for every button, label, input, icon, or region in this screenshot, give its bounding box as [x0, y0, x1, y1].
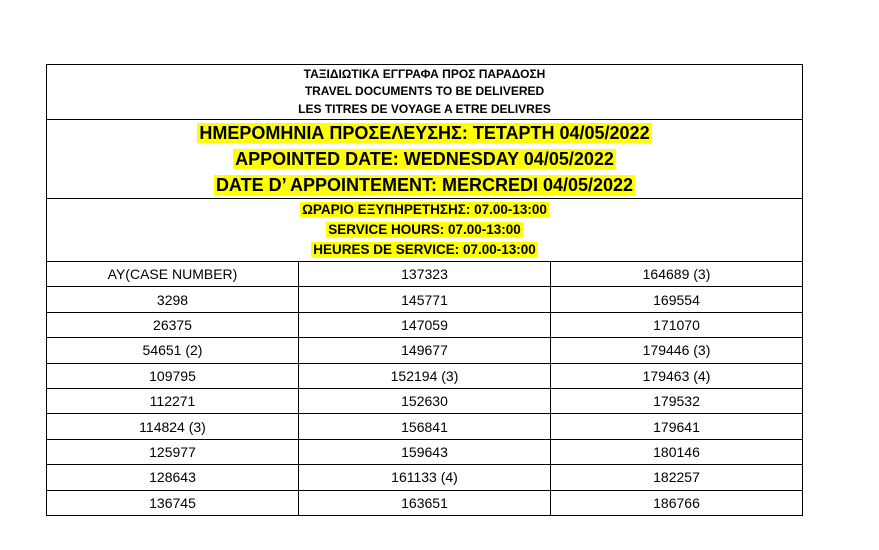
- case-number-cell: 179641: [551, 414, 803, 439]
- table-row: [47, 388, 803, 413]
- table-row: [47, 490, 803, 515]
- service-hours-row: [47, 199, 803, 262]
- case-number-cell: 147059: [299, 312, 551, 337]
- service-hours-english: SERVICE HOURS: 07.00-13:00: [328, 222, 521, 237]
- table-row: [47, 262, 803, 287]
- case-number-cell: 114824 (3): [47, 414, 299, 439]
- travel-documents-table: [46, 64, 803, 516]
- case-number-cell: 112271: [47, 388, 299, 413]
- service-hours-greek: ΩΡΑΡΙΟ ΕΞΥΠΗΡΕΤΗΣΗΣ: 07.00-13:00: [302, 202, 547, 217]
- case-number-cell: AY(CASE NUMBER): [47, 262, 299, 287]
- case-number-cell: 145771: [299, 287, 551, 312]
- table-row: [47, 465, 803, 490]
- table-row: [47, 439, 803, 464]
- appointment-date-english: APPOINTED DATE: WEDNESDAY 04/05/2022: [235, 149, 614, 169]
- case-number-cell: 186766: [551, 490, 803, 515]
- appointment-cell: [47, 120, 803, 199]
- case-number-cell: 179532: [551, 388, 803, 413]
- case-number-cell: 152194 (3): [299, 363, 551, 388]
- appointment-row: [47, 120, 803, 199]
- case-number-cell: 180146: [551, 439, 803, 464]
- header-cell: [47, 65, 803, 120]
- case-number-cell: 171070: [551, 312, 803, 337]
- case-number-cell: 54651 (2): [47, 338, 299, 363]
- case-number-cell: 152630: [299, 388, 551, 413]
- case-number-cell: 161133 (4): [299, 465, 551, 490]
- table-row: [47, 414, 803, 439]
- case-number-cell: 136745: [47, 490, 299, 515]
- case-number-cell: 164689 (3): [551, 262, 803, 287]
- service-hours-french: HEURES DE SERVICE: 07.00-13:00: [313, 242, 536, 257]
- case-number-cell: 163651: [299, 490, 551, 515]
- case-number-cell: 128643: [47, 465, 299, 490]
- header-title-french: LES TITRES DE VOYAGE A ETRE DELIVRES: [298, 101, 551, 116]
- header-title-english: TRAVEL DOCUMENTS TO BE DELIVERED: [304, 84, 545, 99]
- case-number-cell: 125977: [47, 439, 299, 464]
- case-number-cell: 26375: [47, 312, 299, 337]
- appointment-date-greek: ΗΜΕΡΟΜΗΝΙΑ ΠΡΟΣΕΛΕΥΣΗΣ: ΤΕΤΑΡΤΗ 04/05/2022: [199, 123, 650, 143]
- case-number-cell: 169554: [551, 287, 803, 312]
- case-number-cell: 179463 (4): [551, 363, 803, 388]
- case-number-cell: 149677: [299, 338, 551, 363]
- case-number-cell: 3298: [47, 287, 299, 312]
- header-title-greek: ΤΑΞΙΔΙΩΤΙΚΑ ΕΓΓΡΑΦΑ ΠΡΟΣ ΠΑΡΑΔΟΣΗ: [303, 66, 546, 81]
- table-row: [47, 338, 803, 363]
- case-number-rows: [47, 262, 803, 516]
- case-number-cell: 179446 (3): [551, 338, 803, 363]
- appointment-date-french: DATE D’ APPOINTEMENT: MERCREDI 04/05/2022: [215, 175, 634, 195]
- header-row: [47, 65, 803, 120]
- case-number-cell: 109795: [47, 363, 299, 388]
- table-row: [47, 312, 803, 337]
- case-number-cell: 159643: [299, 439, 551, 464]
- table-row: [47, 287, 803, 312]
- case-number-cell: 182257: [551, 465, 803, 490]
- case-number-cell: 156841: [299, 414, 551, 439]
- table-row: [47, 363, 803, 388]
- service-hours-cell: [47, 199, 803, 262]
- case-number-cell: 137323: [299, 262, 551, 287]
